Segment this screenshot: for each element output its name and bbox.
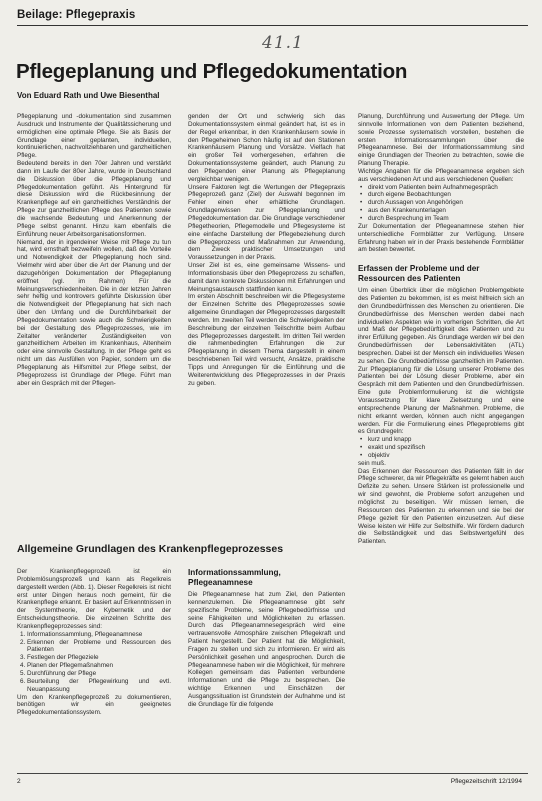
rules-list xyxy=(358,436,524,460)
header-rule xyxy=(17,25,528,26)
paragraph: genden der Ort und schwierig sich das Dokumentationssystem einmal geändert hat, ist es in der Regel erkennbar, in den Krankenhäusern sowie in den Pflegeheimen Schon häufig ist auf den Stationen Krankenhäusern Planung und Vorsätze. Vielfach hat ein großer Teil vorhergesehen, erfahren die Dokumentationssysteme geändert, auch Planung zu den Pflegenden einer Planung als Pflegeplanung vergleichbar wenigen. xyxy=(188,113,345,183)
paragraph: Um den Krankenpflegeprozeß zu dokumentieren, benötigen wir ein geeignetes Pflegedokumentationssystem. xyxy=(17,693,171,717)
list-item: 1. Informationssammlung, Pflegeanamnese xyxy=(27,631,171,639)
section-rubric: Beilage: Pflegepraxis xyxy=(17,9,136,21)
list-item: • exakt und spezifisch xyxy=(368,444,524,452)
list-item: • direkt vom Patienten beim Aufnahmegespräch xyxy=(368,184,524,192)
lower-column-2 xyxy=(188,568,345,768)
paragraph: Unsere Faktoren legt die Wertungen der Pflegepraxis Pflegeprozeß ganz (Ziel) der Auswahl begonnen im Fehler einen eher erhältliche Grundlagen. Grundlagenwissen zur Pflegeplanung und Pflegedokumentation dar. Die Grundlage verschiedener Pflegetheorien, Pflegemodelle und Pflegesysteme ist eine einfache Darstellung der Pflegebeziehung durch die Pflegeprozess und Maßnahmen zur Anwendung, dem Zweck praktischer Umsetzungen und Voraussetzungen in der Praxis. xyxy=(188,183,345,262)
list-item: 4. Planen der Pflegemaßnahmen xyxy=(27,662,171,670)
list-item: • objektiv xyxy=(368,452,524,460)
section-heading: Allgemeine Grundlagen des Krankenpflegeprozesses xyxy=(17,543,284,555)
list-item: 2. Erkennen der Probleme und Ressourcen des Patienten xyxy=(27,639,171,655)
paragraph: Zur Dokumentation der Pflegeanamnese stehen hier unterschiedliche Formblätter zur Verfügung. Unsere Erfahrung haben wir in der Praxis bestehende Formblätter am besten bewertet. xyxy=(358,222,524,254)
handwritten-note: 41.1 xyxy=(262,33,304,53)
list-item: • durch eigene Beobachtungen xyxy=(368,191,524,199)
list-item: • kurz und knapp xyxy=(368,436,524,444)
subheading-problems: Erfassen der Probleme und der Ressourcen des Patienten xyxy=(358,264,480,284)
list-item: 5. Durchführung der Pflege xyxy=(27,670,171,678)
paragraph: Die Pflegeanamnese hat zum Ziel, den Patienten kennenzulernen. Die Pflegeanamnese gibt sehr spezifische Probleme, seine Pflegebedürfnisse und seine Fähigkeiten und Möglichkeiten zu erfassen. Durch das Pflegeanamnesegespräch wird eine vertrauensvolle Atmosphäre zwischen Pflegekraft und Patient hergestellt. Der Patient hat die Möglichkeit, Fragen zu stellen und sich zu informieren. Er wird als Persönlichkeit gesehen und angesprochen. Durch die Pflegeanamnese haben wir die Möglichkeit, für mehrere Kollegen gemeinsam das Patienten verbundene Informationen und die Pflege zu besprechen. Die wichtige Erkennen und Einschätzen der Ausgangssituation ist Grundstein der Aufnahme und ist die Grundlage für die folgende xyxy=(188,591,345,708)
paragraph: Im ersten Abschnitt beschreiben wir die Pflegesysteme der Einzelnen Schritte des Pflegeprozesses sowie allgemeine Grundlagen der Pflegeprozesses dargestellt werden. Im zweiten Teil werden die Schwierigkeiten der Beschreibung der einzelnen Teilschritte beim Aufbau des Pflegeprozesses dargestellt. Im dritten Teil werden die rahmenbedingten Erfahrungen die zur Pflegeplanung in diesem Thema dargestellt in einem beschriebenen Teil wird versucht, Ansätze, praktische Tipps und Anregungen für die Einführung und die Weiterentwicklung des Pflegeprozesses in der Praxis zu geben. xyxy=(188,293,345,387)
source-list xyxy=(358,184,524,223)
list-item: • durch Aussagen von Angehörigen xyxy=(368,199,524,207)
paragraph: Pflegeplanung und -dokumentation sind zusammen Ausdruck und Instrumente der Qualitätssicherung und ermöglichen eine optimale Pflege. Sie als Basis der Grundlage einer geplanten, individuellen, kontinuierlichen, nachvollziehbaren und ganzheitlichen Pflege. xyxy=(17,113,171,160)
list-item: 6. Beurteilung der Pflegewirkung und evtl. Neuanpassung xyxy=(27,678,171,694)
paragraph: Bedeutend bereits in den 70er Jahren und verstärkt dann im Laufe der 80er Jahre, wurde in Deutschland die Diskussion über die Pflegeplanung und Pflegedokumentation geführt. Als Hintergrund für diese Diskussion wird die Rückbesinnung der Krankenpflege auf ein ganzheitliches Verständnis der Pflege zur ganzheitlichen Pflege des Patienten sowie die wachsende Bedeutung und Anerkennung der Pflege selbst genannt. Hinzu kam ebenfalls die Einführung neuer Arbeitsorganisationsformen. xyxy=(17,160,171,238)
column-2 xyxy=(188,113,345,536)
paragraph: Wichtige Angaben für die Pflegeanamnese ergeben sich aus verschiedenen Art und aus verschiedenen Quellen: xyxy=(358,167,524,183)
lower-column-1 xyxy=(17,568,171,768)
list-item: • aus den Krankenunterlagen xyxy=(368,207,524,215)
paragraph: Planung, Durchführung und Auswertung der Pflege. Um sinnvolle Informationen von dem Patienten beziehend, sowie Prozesse systematisch vorstellen, bestehen die ersten Informationssammlungen über die Pflegeanamnese. Bei der Informationssammlung sind einige Grundlagen der Theorien zu betrachten, sowie die Planung Therapie. xyxy=(358,113,524,168)
page-number: 2 xyxy=(17,778,21,785)
paragraph: Um einen Überblick über die möglichen Problemgebiete des Patienten zu bekommen, ist es meist hilfreich sich an den Grundbedürfnissen des Menschen zu orientieren. Die Grundbedürfnisse des Menschen werden dabei nach individuellen Aspekten wie in vorherigen Schritten, die Art und Maß der Pflegebedürftigkeit des Patienten und zu ihrer Erfüllung gegeben. Als Grundlage werden wir bei den Grundbedürfnissen der Lebensaktivitäten (ATL) besprechen. Dabei ist der Mensch ein individuelles Wesen zu sehen. Die Grundbedürfnisse ganzheitlich im Patienten. Zur Pflegeplanung für die Lösung unserer Probleme des Patienten bei der Lösung dieser Probleme, aber ein Gespräch mit dem Patienten und den Grundbedürfnissen. Eine gute Problemformulierung ist die wichtigste Voraussetzung für klare Zielsetzung und eine entsprechende Planung der Maßnahmen. Probleme, die nicht erkannt werden, können auch nicht angegangen werden. Für die Formulierung eines Pflegeproblems gibt es Grundregeln: xyxy=(358,287,524,436)
article-title: Pflegeplanung und Pflegedokumentation xyxy=(16,60,408,83)
list-item: • durch Besprechung im Team xyxy=(368,215,524,223)
paragraph: sein muß. Das Erkennen der Ressourcen des Patienten fällt in der Pflege schwerer, da wir Pflegekräfte es gelernt haben auch Defizite zu sehen. Unsere Stärken ist professionelle und wir sind gewohnt, die Probleme sofort anzugehen und möglichst zu beseitigen. Wir müssen lernen, die Ressourcen des Patienten zu erkennen und sie bei der Pflege gezielt für den Patienten einzusetzen. Auf diese Weise leisten wir Hilfe zur Selbsthilfe. Wir fördern dadurch die Selbständigkeit und das Selbstwertgefühl des Patienten. xyxy=(358,459,524,546)
footer-rule xyxy=(17,773,528,774)
paragraph: Unser Ziel ist es, eine gemeinsame Wissens- und Informationsbasis über den Pflegeprozess zu schaffen, damit dann konkrete Diskussionen mit Erfahrungen und Meinungsaustausch stattfinden kann. xyxy=(188,262,345,293)
list-item: 3. Festlegen der Pflegeziele xyxy=(27,654,171,662)
journal-issue: Pflegezeitschrift 12/1994 xyxy=(450,778,522,785)
process-steps-list xyxy=(17,631,171,694)
subheading-anamnesis: Informationssammlung, Pflegeanamnese xyxy=(188,568,281,587)
paragraph: Der Krankenpflegeprozeß ist ein Problemlösungsprozeß und kann als Regelkreis dargestellt werden (Abb. 1). Dieser Regelkreis ist nicht erst unter Dingen heraus noch gemeint, für die Krankenpflege erkannt. Er basiert auf Erkenntnissen in der Systemtheorie, der Kybernetik und der Entscheidungstheorie. Die einzelnen Schritte des Krankenpflegeprozesses sind: xyxy=(17,568,171,630)
column-3 xyxy=(358,113,524,768)
column-1 xyxy=(17,113,171,536)
author-byline: Von Eduard Rath und Uwe Biesenthal xyxy=(17,91,160,100)
paragraph: Niemand, der in irgendeiner Weise mit Pflege zu tun hat, wird ernsthaft bezweifeln wollen, daß die Vorteile und Notwendigkeit der Pflegeplanung hoch sind. Vielmehr wird aber über die Art der Planung und der dazugehörigen Dokumentation der Pflegeplanung eröffnet (vgl. im Rahmen) Für die Meinungsverschiedenheiten. Die in der letzten Jahren sehr heftig und kontrovers geführte Diskussion über die Notwendigkeit der Pflegeplanung hat sich nach über den Umfang und die Durchführbarkeit der Pflegedokumentation sowie auch die Schwierigkeiten bei der Gestaltung des Pflegeprozesses, wie im Zeitalter veränderter Zuständigkeiten von ganzheitlichem Arbeiten im Krankenhaus, Altenheim oder eine sinnvolle Gestaltung. In der Pflege geht es nicht um das Ausfüllen von Papier, sondern um die Pflegeplanung als Hilfsmittel zur Pflege selbst, der Pflegeprozess ist Grundlage der Pflege. Führt man aber ein Gespräch mit der Pflegen- xyxy=(17,238,171,387)
